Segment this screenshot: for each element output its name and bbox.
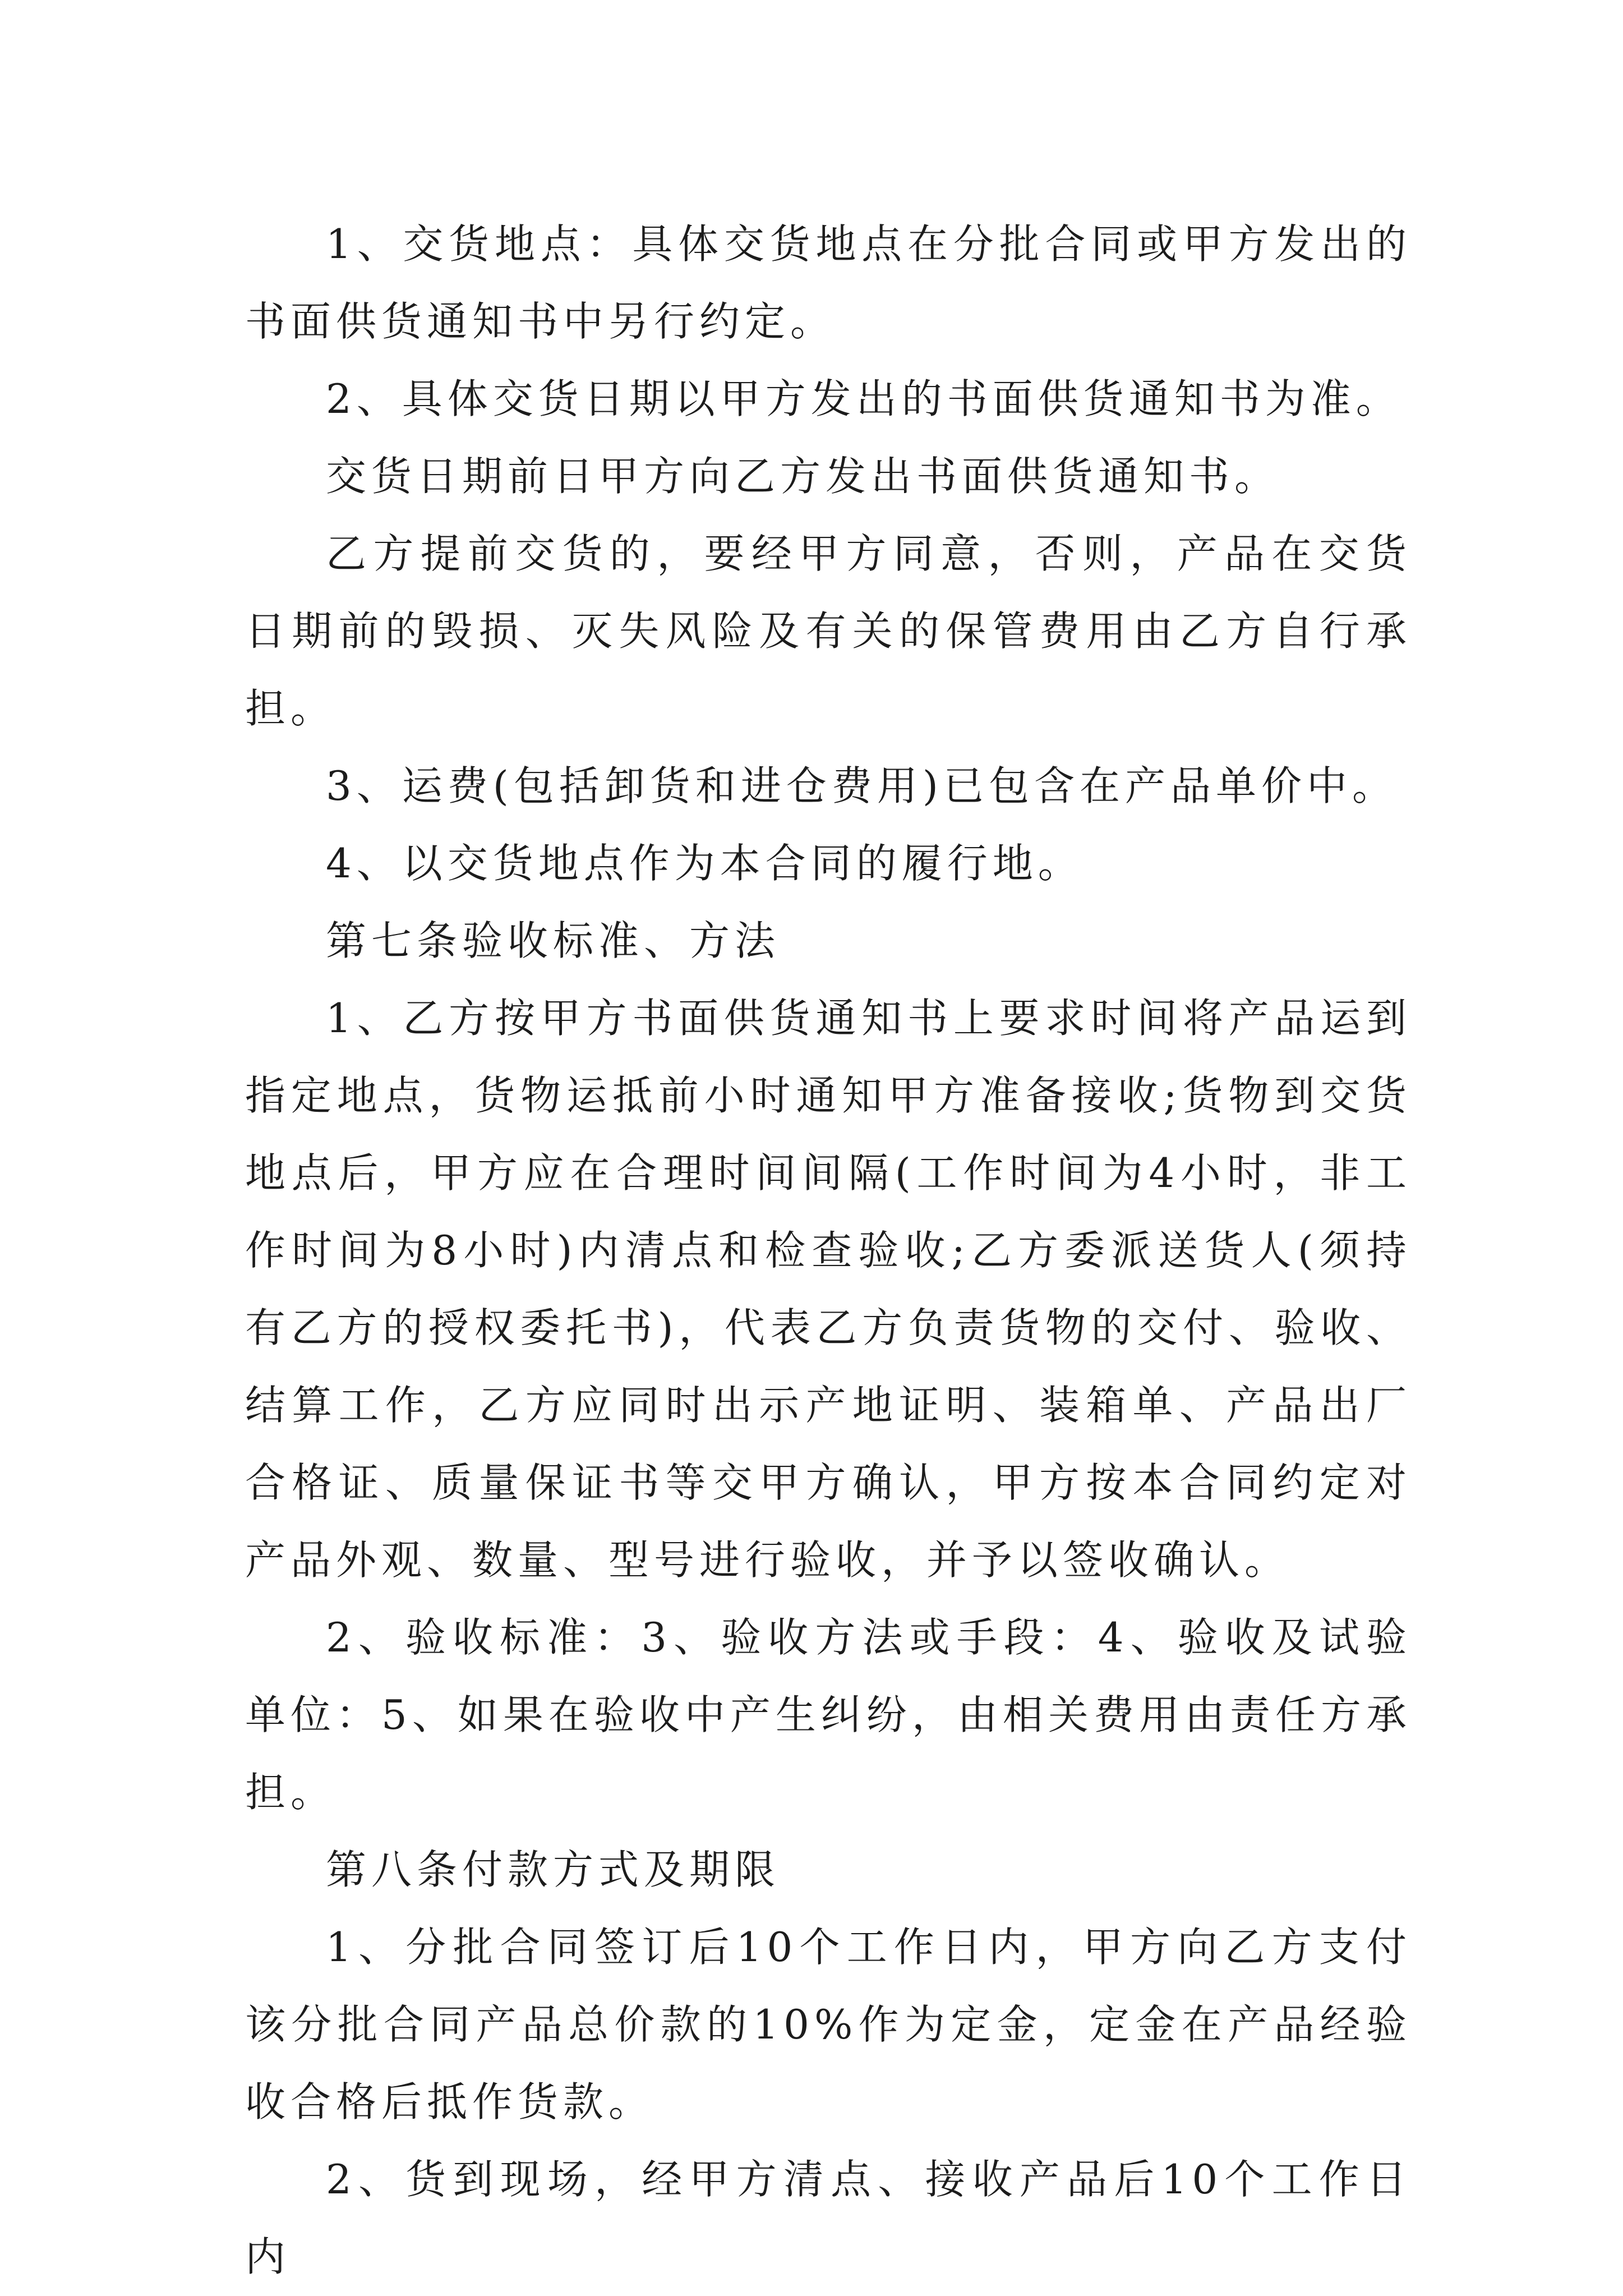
contract-text-body xyxy=(245,205,1412,2295)
article-8-heading: 第八条付款方式及期限 xyxy=(326,1846,781,1893)
delivery-payment-clause: 2、货到现场，经甲方清点、接收产品后10个工作日内 xyxy=(245,2156,1412,2280)
delivery-location-clause: 1、交货地点：具体交货地点在分批合同或甲方发出的书面供货通知书中另行约定。 xyxy=(245,220,1412,345)
delivery-date-clause: 2、具体交货日期以甲方发出的书面供货通知书为准。 xyxy=(326,375,1401,422)
article-7-heading: 第七条验收标准、方法 xyxy=(326,917,781,964)
acceptance-standards-clause: 2、验收标准：3、验收方法或手段：4、验收及试验单位：5、如果在验收中产生纠纷，由相关费用由责任方承担。 xyxy=(245,1614,1412,1816)
early-delivery-paragraph: 乙方提前交货的，要经甲方同意，否则，产品在交货日期前的毁损、灭失风险及有关的保管费用由乙方自行承担。 xyxy=(245,530,1412,732)
acceptance-procedure-clause: 1、乙方按甲方书面供货通知书上要求时间将产品运到指定地点，货物运抵前小时通知甲方准备接收;货物到交货地点后，甲方应在合理时间间隔(工作时间为4小时，非工作时间为8小时)内清点和检查验收;乙方委派送货人(须持有乙方的授权委托书)，代表乙方负责货物的交付、验收、结算工作，乙方应同时出示产地证明、装箱单、产品出厂合格证、质量保证书等交甲方确认，甲方按本合同约定对产品外观、数量、型号进行验收，并予以签收确认。 xyxy=(245,995,1412,1584)
performance-place-clause: 4、以交货地点作为本合同的履行地。 xyxy=(326,840,1083,887)
deposit-payment-clause: 1、分批合同签订后10个工作日内，甲方向乙方支付该分批合同产品总价款的10%作为定金，定金在产品经验收合格后抵作货款。 xyxy=(245,1924,1412,2125)
freight-clause: 3、运费(包括卸货和进仓费用)已包含在产品单价中。 xyxy=(326,762,1398,809)
delivery-notice-paragraph: 交货日期前日甲方向乙方发出书面供货通知书。 xyxy=(326,453,1280,500)
